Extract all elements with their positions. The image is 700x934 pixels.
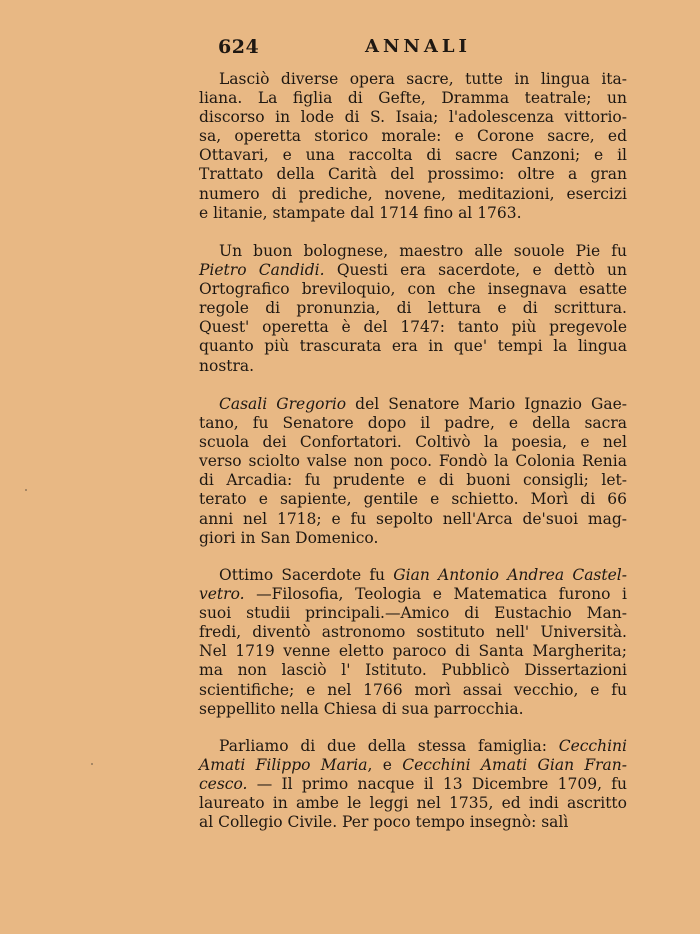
paragraph-line: anni nel 1718; e fu sepolto nell'Arca de'suoi mag- [199, 509, 627, 528]
paragraph-line: suoi studii principali.—Amico di Eustachio Man- [199, 604, 627, 623]
paragraph-3 [199, 395, 627, 548]
person-name: cesco. [199, 775, 248, 794]
paragraph-line: Ortografico breviloquio, con che insegnava esatte [199, 280, 627, 299]
person-name: vetro. [199, 585, 245, 604]
person-name: Pietro Candidi. [199, 261, 325, 280]
paragraph-line: sa, operetta storico morale: e Corone sacre, ed [199, 127, 627, 146]
paragraph-line: discorso in lode di S. Isaia; l'adolescenza vittorio- [199, 108, 627, 127]
paragraph-line [199, 756, 627, 775]
paragraph-text: —Filosofia, Teologia e Matematica furono i [244, 585, 627, 604]
paragraph-text: , e [367, 756, 403, 775]
paragraph-line [199, 395, 627, 414]
paragraph-5 [199, 737, 627, 832]
page-number: 624 [218, 36, 260, 58]
paragraph-line: Ottavari, e una raccolta di sacre Canzoni; e il [199, 146, 627, 165]
paragraph-line: numero di prediche, novene, meditazioni, esercizi [199, 184, 627, 203]
paragraph-line: seppellito nella Chiesa di sua parrocchia. [199, 699, 524, 718]
paragraph-line: fredi, diventò astronomo sostituto nell' Università. [199, 623, 627, 642]
paragraph-line: e litanie, stampate dal 1714 fino al 1763. [199, 203, 522, 222]
paragraph-line: scuola dei Confortatori. Coltivò la poesia, e nel [199, 433, 627, 452]
paragraph-line: ma non lasciò l' Istituto. Pubblicò Dissertazioni [199, 661, 627, 680]
paragraph-line: Lasciò diverse opera sacre, tutte in lingua ita- [219, 70, 627, 88]
page-header [218, 36, 471, 60]
paragraph-line [199, 585, 627, 604]
paragraph-line: terato e sapiente, gentile e schietto. Morì di 66 [199, 490, 627, 509]
paragraph-line: tano, fu Senatore dopo il padre, e della sacra [199, 414, 627, 433]
running-title: ANNALI [365, 36, 471, 57]
paragraph-text: Questi era sacerdote, e dettò un [324, 261, 627, 280]
paragraph-1 [199, 70, 627, 223]
paragraph-line: laureato in ambe le leggi nel 1735, ed indi ascritto [199, 794, 627, 813]
paragraph-line [199, 737, 627, 756]
paragraph-line: Quest' operetta è del 1747: tanto più pregevole [199, 318, 627, 337]
paragraph-line: regole di pronunzia, di lettura e di scrittura. [199, 299, 627, 318]
paragraph-text: del Senatore Mario Ignazio Gae- [346, 395, 627, 413]
paragraph-4 [199, 566, 627, 719]
paragraph-line: di Arcadia: fu prudente e di buoni consigli; let- [199, 471, 627, 490]
paragraph-text: — Il primo nacque il 13 Dicembre 1709, fu [247, 775, 627, 794]
paragraph-line: Un buon bolognese, maestro alle souole Pie fu [219, 242, 627, 260]
paragraph-line [199, 566, 627, 585]
paragraph-line: nostra. [199, 356, 255, 375]
paragraph-2 [199, 242, 627, 376]
paragraph-line: Trattato della Carità del prossimo: oltre a gran [199, 165, 627, 184]
paragraph-line: quanto più trascurata era in que' tempi la lingua [199, 337, 627, 356]
paragraph-line [199, 775, 627, 794]
paragraph-line: Nel 1719 venne eletto paroco di Santa Margherita; [199, 642, 627, 661]
paragraph-line: giori in San Domenico. [199, 528, 379, 547]
paragraph-line [199, 261, 627, 280]
paragraph-text: Ottimo Sacerdote fu [219, 566, 394, 584]
person-name: Cecchini [558, 737, 627, 755]
person-name: Casali Gregorio [219, 395, 347, 413]
paragraph-line: al Collegio Civile. Per poco tempo insegnò: salì [199, 813, 569, 832]
paragraph-text: Parliamo di due della stessa famiglia: [219, 737, 559, 755]
person-name: Cecchini Amati Gian Fran- [402, 756, 627, 775]
person-name: Amati Filippo Maria [199, 756, 368, 775]
paragraph-line: liana. La figlia di Gefte, Dramma teatrale; un [199, 89, 627, 108]
paragraph-line: verso sciolto valse non poco. Fondò la Colonia Renia [199, 452, 627, 471]
paper-speck [25, 489, 27, 491]
paper-speck [91, 763, 93, 765]
paragraph-line: scientifiche; e nel 1766 morì assai vecchio, e fu [199, 680, 627, 699]
person-name: Gian Antonio Andrea Castel- [393, 566, 627, 584]
